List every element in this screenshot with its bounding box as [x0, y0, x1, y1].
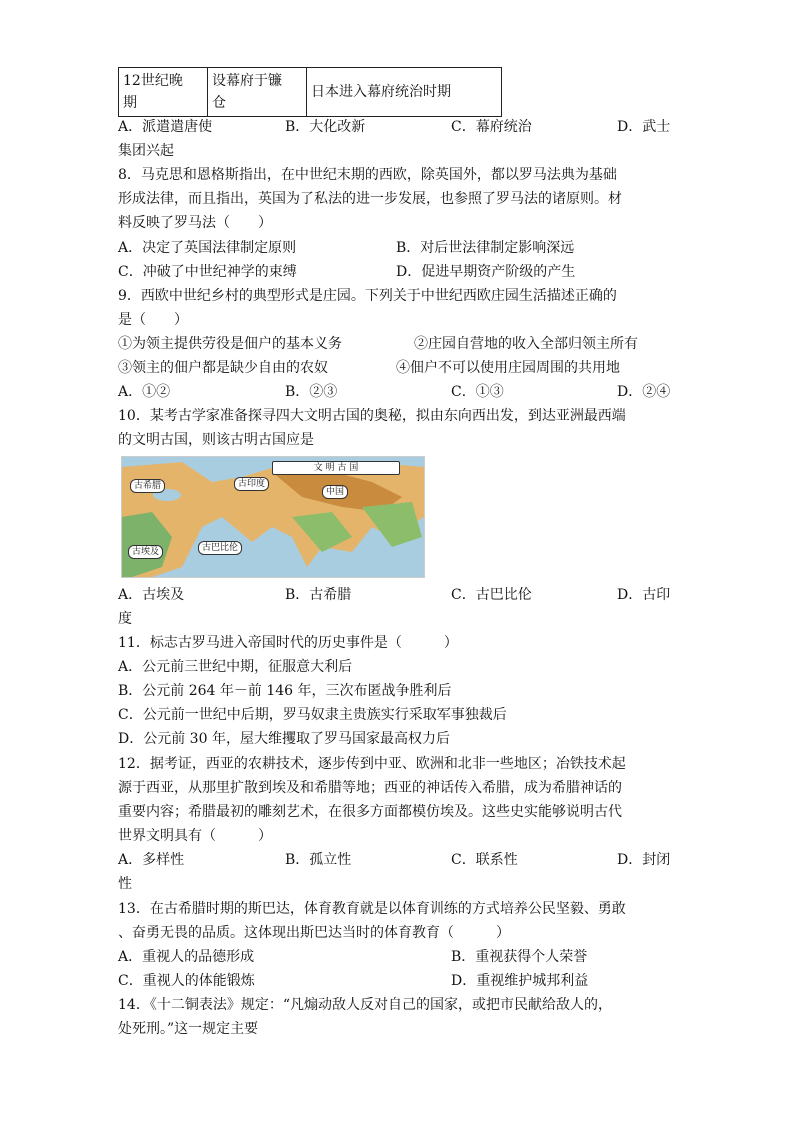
q7-option-a[interactable]: A．派遣遣唐使 [118, 119, 213, 135]
q12-stem-line2: 源于西亚，从那里扩散到埃及和希腊等地；西亚的神话传入希腊，成为希腊神话的 [118, 780, 622, 796]
q12-option-d-cont: 性 [118, 876, 132, 892]
q12-option-c[interactable]: C．联系性 [451, 852, 518, 868]
table-cell-time: 12世纪晚 期 [119, 68, 208, 117]
q9-option-d[interactable]: D．②④ [617, 384, 671, 400]
q9-option-c[interactable]: C．①③ [451, 384, 504, 400]
table-cell-event: 设幕府于镰 仓 [208, 68, 307, 117]
q8-stem-line3: 料反映了罗马法（ ） [118, 215, 272, 231]
map-label-babylon: 古巴比伦 [198, 541, 242, 555]
q10-option-b[interactable]: B．古希腊 [285, 587, 352, 603]
q10-option-d-cont: 度 [118, 611, 132, 627]
q8-option-a[interactable]: A．决定了英国法律制定原则 [118, 240, 297, 256]
q9-statement-3: ③领主的佃户都是缺少自由的农奴 [118, 360, 328, 376]
q11-stem: 11．标志古罗马进入帝国时代的历史事件是（ ） [118, 635, 458, 651]
q7-option-d-cont: 集团兴起 [118, 143, 174, 159]
q8-option-b[interactable]: B．对后世法律制定影响深远 [396, 240, 575, 256]
q8-stem-line2: 形成法律，而且指出，英国为了私法的进一步发展，也参照了罗马法的诸原则。材 [118, 191, 622, 207]
q10-option-d[interactable]: D．古印 [617, 587, 671, 603]
q9-option-b[interactable]: B．②③ [285, 384, 338, 400]
q11-option-b[interactable]: B．公元前 264 年－前 146 年，三次布匿战争胜利后 [118, 683, 452, 699]
q14-stem-line1: 14．《十二铜表法》规定：“凡煽动敌人反对自己的国家，或把市民献给敌人的， [118, 997, 612, 1013]
q9-statement-1: ①为领主提供劳役是佃户的基本义务 [118, 336, 342, 352]
q9-statement-4: ④佃户不可以使用庄园周围的共用地 [396, 360, 620, 376]
q10-stem-line2: 的文明古国，则该古明古国应是 [118, 432, 314, 448]
ancient-civilizations-map [121, 456, 425, 578]
q9-stem-line1: 9．西欧中世纪乡村的典型形式是庄园。下列关于中世纪西欧庄园生活描述正确的 [118, 288, 617, 304]
map-label-greece: 古希腊 [130, 479, 165, 493]
q12-option-a[interactable]: A．多样性 [118, 852, 185, 868]
map-title: 文 明 古 国 [272, 461, 400, 475]
q7-option-d[interactable]: D．武士 [617, 119, 671, 135]
map-label-egypt: 古埃及 [128, 545, 163, 559]
q9-stem-line2: 是（ ） [118, 312, 188, 328]
q13-stem-line2: 、奋勇无畏的品质。这体现出斯巴达当时的体育教育（ ） [118, 925, 510, 941]
map-graphic [122, 457, 424, 577]
q10-stem-line1: 10．某考古学家准备探寻四大文明古国的奥秘，拟由东向西出发，到达亚洲最西端 [118, 408, 626, 424]
table-cell-result: 日本进入幕府统治时期 [307, 68, 502, 117]
q7-option-b[interactable]: B．大化改新 [285, 119, 366, 135]
q13-option-a[interactable]: A．重视人的品德形成 [118, 949, 255, 965]
q12-stem-line4: 世界文明具有（ ） [118, 828, 272, 844]
q12-option-b[interactable]: B．孤立性 [285, 852, 352, 868]
q14-stem-line2: 处死刑。”这一规定主要 [118, 1021, 259, 1037]
event-table [118, 67, 502, 117]
q12-stem-line1: 12．据考证，西亚的农耕技术，逐步传到中亚、欧洲和北非一些地区；冶铁技术起 [118, 756, 626, 772]
q8-option-c[interactable]: C．冲破了中世纪神学的束缚 [118, 264, 297, 280]
q12-stem-line3: 重要内容；希腊最初的雕刻艺术，在很多方面都模仿埃及。这些史实能够说明古代 [118, 804, 622, 820]
q11-option-c[interactable]: C．公元前一世纪中后期，罗马奴隶主贵族实行采取军事独裁后 [118, 707, 507, 723]
q9-statement-2: ②庄园自营地的收入全部归领主所有 [414, 336, 638, 352]
q13-option-b[interactable]: B．重视获得个人荣誉 [451, 949, 588, 965]
q13-option-c[interactable]: C．重视人的体能锻炼 [118, 973, 255, 989]
q11-option-a[interactable]: A．公元前三世纪中期，征服意大利后 [118, 659, 353, 675]
q10-option-c[interactable]: C．古巴比伦 [451, 587, 532, 603]
q8-stem-line1: 8．马克思和恩格斯指出，在中世纪末期的西欧，除英国外，都以罗马法典为基础 [118, 167, 617, 183]
q8-option-d[interactable]: D．促进早期资产阶级的产生 [396, 264, 576, 280]
table-row [119, 68, 502, 117]
q13-option-d[interactable]: D．重视维护城邦利益 [451, 973, 589, 989]
q12-option-d[interactable]: D．封闭 [617, 852, 671, 868]
q10-option-a[interactable]: A．古埃及 [118, 587, 185, 603]
q7-option-c[interactable]: C．幕府统治 [451, 119, 532, 135]
q11-option-d[interactable]: D．公元前 30 年，屋大维攫取了罗马国家最高权力后 [118, 731, 450, 747]
q9-option-a[interactable]: A．①② [118, 384, 171, 400]
map-label-india: 古印度 [234, 477, 269, 491]
q13-stem-line1: 13．在古希腊时期的斯巴达，体育教育就是以体育训练的方式培养公民坚毅、勇敢 [118, 901, 626, 917]
map-label-china: 中国 [322, 485, 348, 499]
